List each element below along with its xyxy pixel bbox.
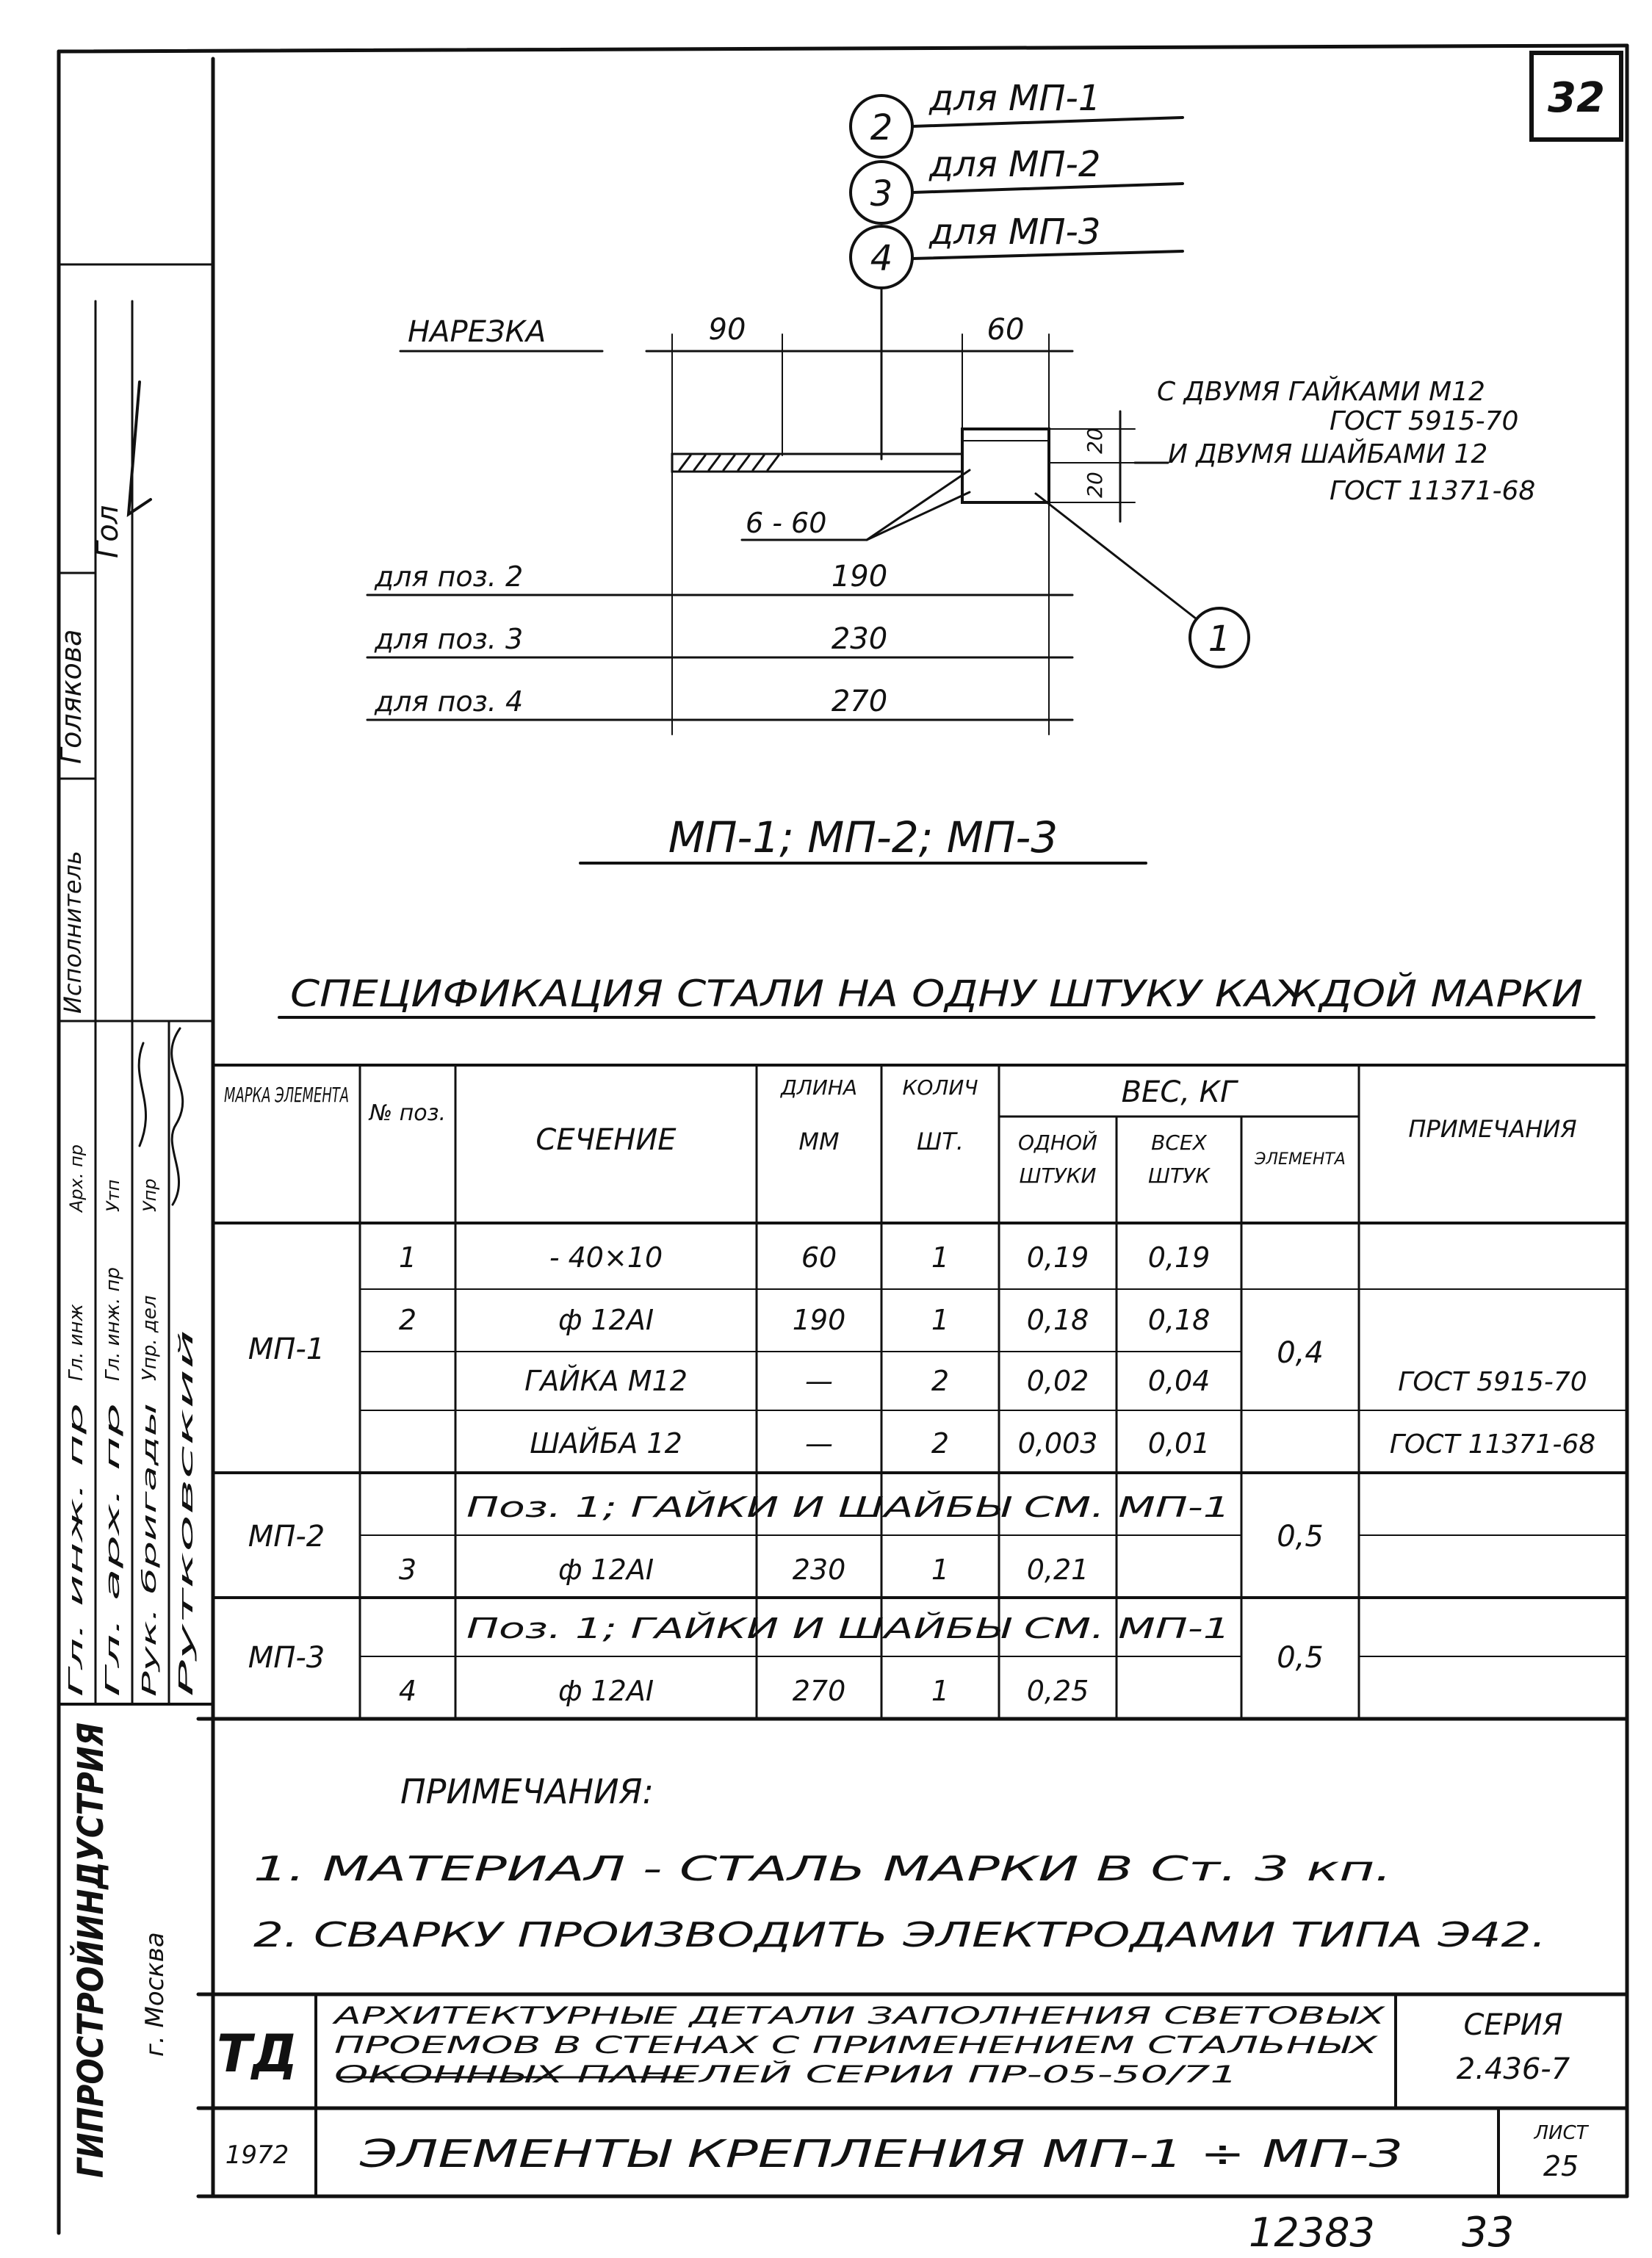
callout-num: 4 [870, 238, 893, 279]
sheet-label: ЛИСТ [1534, 2122, 1588, 2144]
row-all: 0,01 [1147, 1427, 1211, 1460]
archive-number: 12383 [1249, 2210, 1375, 2256]
archive-page: 33 [1462, 2209, 1515, 2257]
stamp-role: Гл. арх. пр [102, 1590, 124, 1697]
row-qty: 2 [931, 1365, 950, 1397]
stamp-role: Исполнитель [59, 851, 87, 1014]
signature-mark [172, 1028, 183, 1205]
row-pos: 4 [398, 1675, 417, 1707]
stamp-role: Гл. инж [65, 1304, 87, 1381]
title-desc: ОКОННЫХ ПАНЕЛЕЙ СЕРИИ ПР-05-50/71 [334, 2060, 1238, 2088]
org-city: г. Москва [140, 1932, 170, 2057]
notes-heading: ПРИМЕЧАНИЯ: [400, 1772, 654, 1811]
stamp-role: Гл. инж. пр [102, 1267, 124, 1381]
note-nuts-gost: ГОСТ 5915-70 [1330, 406, 1519, 436]
row-mark: МП-2 [248, 1520, 325, 1554]
note-washers-gost: ГОСТ 11371-68 [1330, 476, 1536, 506]
callout-num: 3 [870, 173, 893, 214]
stamp-role: Рук. бригады [139, 1564, 161, 1697]
row-pos: 1 [398, 1241, 417, 1274]
row-section: ф 12АI [558, 1554, 654, 1586]
row-section: ГАЙКА М12 [524, 1365, 688, 1397]
length-label: для поз. 4 [375, 685, 524, 718]
note-nuts: С ДВУМЯ ГАЙКАМИ М12 [1157, 377, 1485, 407]
row-one: 0,18 [1026, 1304, 1089, 1336]
page-number: 32 [1548, 74, 1605, 122]
row-qty: 1 [931, 1675, 950, 1707]
row-one: 0,25 [1026, 1675, 1089, 1707]
year: 1972 [225, 2140, 289, 2170]
row-note: ГОСТ 11371-68 [1389, 1429, 1596, 1460]
callout-text: для МП-1 [929, 78, 1101, 119]
row-qty: 1 [931, 1304, 950, 1336]
row-section: ШАЙБА 12 [530, 1427, 682, 1460]
row-length: — [805, 1427, 833, 1460]
header-weight: ВЕС, КГ [1121, 1075, 1237, 1109]
series-label: СЕРИЯ [1463, 2008, 1563, 2042]
org-name: ГИПРОСТРОЙИНДУСТРИЯ [71, 1655, 112, 2178]
header-one-2: ШТУКИ [1019, 1164, 1097, 1188]
row-section: - 40×10 [549, 1241, 663, 1274]
row-mark: МП-3 [248, 1641, 325, 1675]
row-length: 230 [792, 1554, 846, 1586]
weld-label: 6 - 60 [746, 507, 827, 539]
callout-text: для МП-2 [929, 144, 1101, 185]
row-all: 0,19 [1147, 1241, 1211, 1274]
header-all-2: ШТУК [1148, 1164, 1210, 1188]
callout-num: 2 [870, 107, 893, 148]
note-item: 2. СВАРКУ ПРОИЗВОДИТЬ ЭЛЕКТРОДАМИ ТИПА Э42. [253, 1915, 1546, 1955]
dim-20: 20 [1083, 472, 1107, 498]
header-all: ВСЕХ [1151, 1130, 1207, 1155]
drawing-title: МП-1; МП-2; МП-3 [668, 812, 1058, 862]
title-desc: ПРОЕМОВ В СТЕНАХ С ПРИМЕНЕНИЕМ СТАЛЬНЫХ [334, 2031, 1379, 2059]
note-washers: И ДВУМЯ ШАЙБАМИ 12 [1168, 439, 1488, 469]
part-1-label: 1 [1208, 618, 1231, 660]
logo-td: ТД [216, 2024, 298, 2084]
length-value: 230 [831, 622, 888, 656]
dim-thread: 90 [708, 313, 746, 347]
row-section: ф 12АI [558, 1675, 654, 1707]
note-item: 1. МАТЕРИАЛ - СТАЛЬ МАРКИ В Ст. 3 кп. [253, 1849, 1392, 1889]
length-value: 190 [831, 560, 888, 594]
stamp-name: Голякова [55, 629, 87, 764]
stamp-role: Гл. инж. пр [65, 1583, 87, 1697]
length-label: для поз. 3 [375, 623, 524, 655]
row-merged: Поз. 1; ГАЙКИ И ШАЙБЫ СМ. МП-1 [466, 1491, 1230, 1523]
header-section: СЕЧЕНИЕ [535, 1123, 677, 1157]
title-desc: АРХИТЕКТУРНЫЕ ДЕТАЛИ ЗАПОЛНЕНИЯ СВЕТОВЫХ [331, 2002, 1386, 2030]
header-length-unit: ММ [798, 1128, 840, 1155]
stamp-name: Утп [103, 1179, 123, 1212]
sheet-number: 25 [1543, 2150, 1579, 2182]
element-weight: 0,5 [1277, 1641, 1324, 1675]
thread-hatch [679, 455, 779, 470]
header-one: ОДНОЙ [1018, 1130, 1097, 1155]
row-pos: 3 [398, 1554, 417, 1586]
stamp-role: Упр. дел [139, 1295, 161, 1381]
row-length: — [805, 1365, 833, 1397]
row-section: ф 12АI [558, 1304, 654, 1336]
part-1-leader [1036, 494, 1196, 618]
row-one: 0,003 [1017, 1427, 1098, 1460]
row-all: 0,04 [1147, 1365, 1211, 1397]
header-length: ДЛИНА [780, 1075, 858, 1100]
row-qty: 1 [931, 1241, 950, 1274]
stamp-name: Рутковский [176, 1581, 198, 1697]
header-notes: ПРИМЕЧАНИЯ [1408, 1115, 1577, 1143]
element-weight: 0,4 [1277, 1336, 1324, 1370]
header-mark: МАРКА ЭЛЕМЕНТА [224, 1083, 349, 1107]
sheet-title: ЭЛЕМЕНТЫ КРЕПЛЕНИЯ МП-1 ÷ МП-3 [358, 2132, 1403, 2176]
dim-20: 20 [1083, 428, 1107, 454]
length-label: для поз. 2 [375, 560, 524, 593]
stamp-signature: Гол [91, 505, 125, 558]
row-length: 190 [792, 1304, 846, 1336]
row-qty: 2 [931, 1427, 950, 1460]
row-all: 0,18 [1147, 1304, 1211, 1336]
length-value: 270 [831, 685, 888, 718]
series-value: 2.436-7 [1456, 2052, 1570, 2086]
row-length: 270 [792, 1675, 846, 1707]
row-qty: 1 [931, 1554, 950, 1586]
row-pos: 2 [398, 1304, 417, 1336]
header-pos: № поз. [369, 1100, 447, 1126]
header-qty-unit: ШТ. [917, 1128, 964, 1155]
element-weight: 0,5 [1277, 1520, 1324, 1554]
callout-text: для МП-3 [929, 212, 1101, 253]
weld-leader [867, 492, 970, 540]
row-one: 0,02 [1026, 1365, 1089, 1397]
dim-nut: 60 [986, 313, 1025, 347]
row-length: 60 [801, 1241, 837, 1274]
frame-top [59, 46, 1627, 51]
spec-title: СПЕЦИФИКАЦИЯ СТАЛИ НА ОДНУ ШТУКУ КАЖДОЙ МАРКИ [290, 973, 1414, 1015]
row-note: ГОСТ 5915-70 [1398, 1367, 1587, 1397]
thread-label: НАРЕЗКА [408, 315, 547, 349]
signature-mark [139, 1043, 145, 1146]
row-merged: Поз. 1; ГАЙКИ И ШАЙБЫ СМ. МП-1 [466, 1612, 1230, 1645]
header-element: ЭЛЕМЕНТА [1255, 1150, 1346, 1169]
stamp-name: Арх. пр [66, 1144, 87, 1212]
row-one: 0,19 [1026, 1241, 1089, 1274]
header-qty: КОЛИЧ [902, 1075, 978, 1100]
stamp-name: Упр [140, 1178, 160, 1212]
weld-leader [867, 470, 970, 540]
row-mark: МП-1 [248, 1332, 325, 1366]
row-one: 0,21 [1026, 1554, 1089, 1586]
